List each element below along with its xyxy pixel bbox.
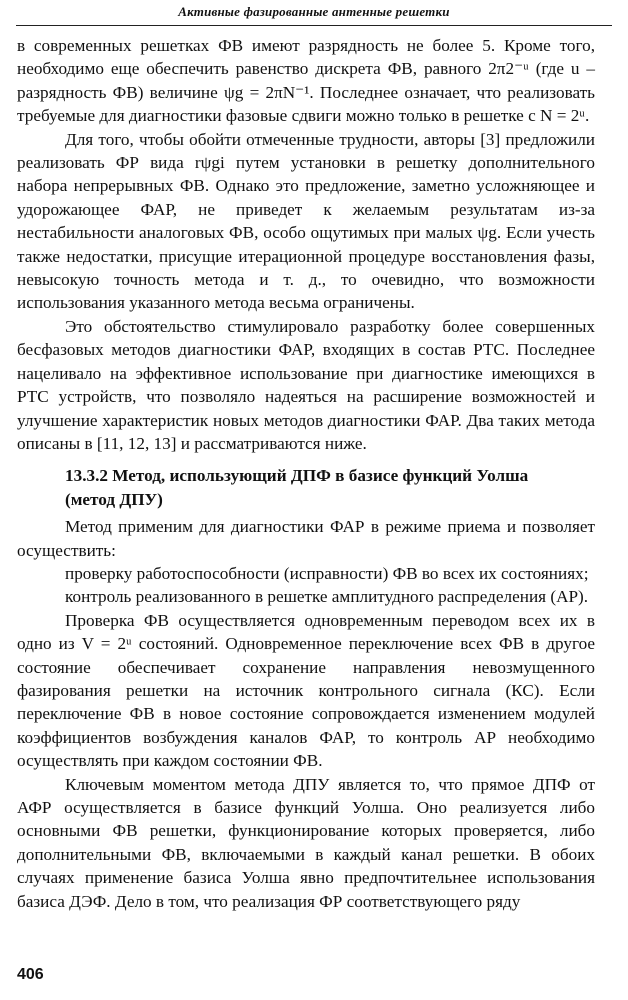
section-heading	[17, 464, 595, 511]
section-heading-line: 13.3.2 Метод, использующий ДПФ в базисе функций Уолша	[65, 466, 529, 486]
paragraph: Для того, чтобы обойти отмеченные трудности, авторы [3] предложили реализовать ФР вида rψgi путем установки в решетку дополнительного набора непрерывных ФВ. Однако это предложение, заметно усложняющее и удорожающее ФАР, не приведет к желаемым результатам из-за нестабильности аналоговых ФВ, особо ощутимых при малых ψg. Если учесть также недостатки, присущие итерационной процедуре восстановления фазы, невысокую точность метода и т. д., то очевидно, что возможности использования указанного метода весьма ограничены.	[17, 129, 595, 313]
list-item: контроль реализованного в решетке амплитудного распределения (АР).	[65, 587, 589, 607]
list-item: проверку работоспособности (исправности) ФВ во всех их состояниях;	[65, 563, 589, 583]
page-body	[17, 34, 595, 913]
paragraph: Это обстоятельство стимулировало разработку более совершенных бесфазовых методов диагностики ФАР, входящих в состав РТС. Последнее нацеливало на эффективное использование при диагностике имеющихся в РТС устройств, что позволяло надеяться на расширение возможностей и улучшение характеристик новых методов диагностики ФАР. Два таких метода описаны в [11, 12, 13] и рассматриваются ниже.	[17, 316, 595, 453]
section-heading-line: (метод ДПУ)	[65, 489, 163, 509]
paragraph: Ключевым моментом метода ДПУ является то, что прямое ДПФ от АФР осуществляется в базисе функций Уолша. Оно реализуется либо основными ФВ решетки, функционирование которых проверяется, либо дополнительными ФВ, включаемыми в каждый канал решетки. В обоих случаях применение базиса Уолша явно предпочтительнее использования базиса ДЭФ. Дело в том, что реализация ФР соответствующего ряду	[17, 774, 595, 911]
paragraph: Проверка ФВ осуществляется одновременным переводом всех их в одно из V = 2ᵘ состояний. Одновременное переключение всех ФВ в другое состояние обеспечивает сохранение направления невозмущенного фазирования решетки на источник контрольного сигнала (КС). Если переключение ФВ в новое состояние сопровождается изменением модулей коэффициентов возбуждения каналов ФАР, то контроль АР необходимо осуществлять при каждом состоянии ФВ.	[17, 610, 595, 771]
running-header: Активные фазированные антенные решетки	[178, 4, 450, 19]
header-rule	[16, 25, 612, 26]
paragraph: Метод применим для диагностики ФАР в режиме приема и позволяет осуществить:	[17, 517, 595, 560]
paragraph: в современных решетках ФВ имеют разрядность не более 5. Кроме того, необходимо еще обеспечить равенство дискрета ФВ, равного 2π2⁻ᵘ (где u – разрядность ФВ) величине ψg = 2πN⁻¹. Последнее означает, что реализовать требуемые для диагностики фазовые сдвиги можно только в решетке с N = 2ᵘ.	[17, 36, 595, 126]
page-number: 406	[17, 966, 44, 983]
